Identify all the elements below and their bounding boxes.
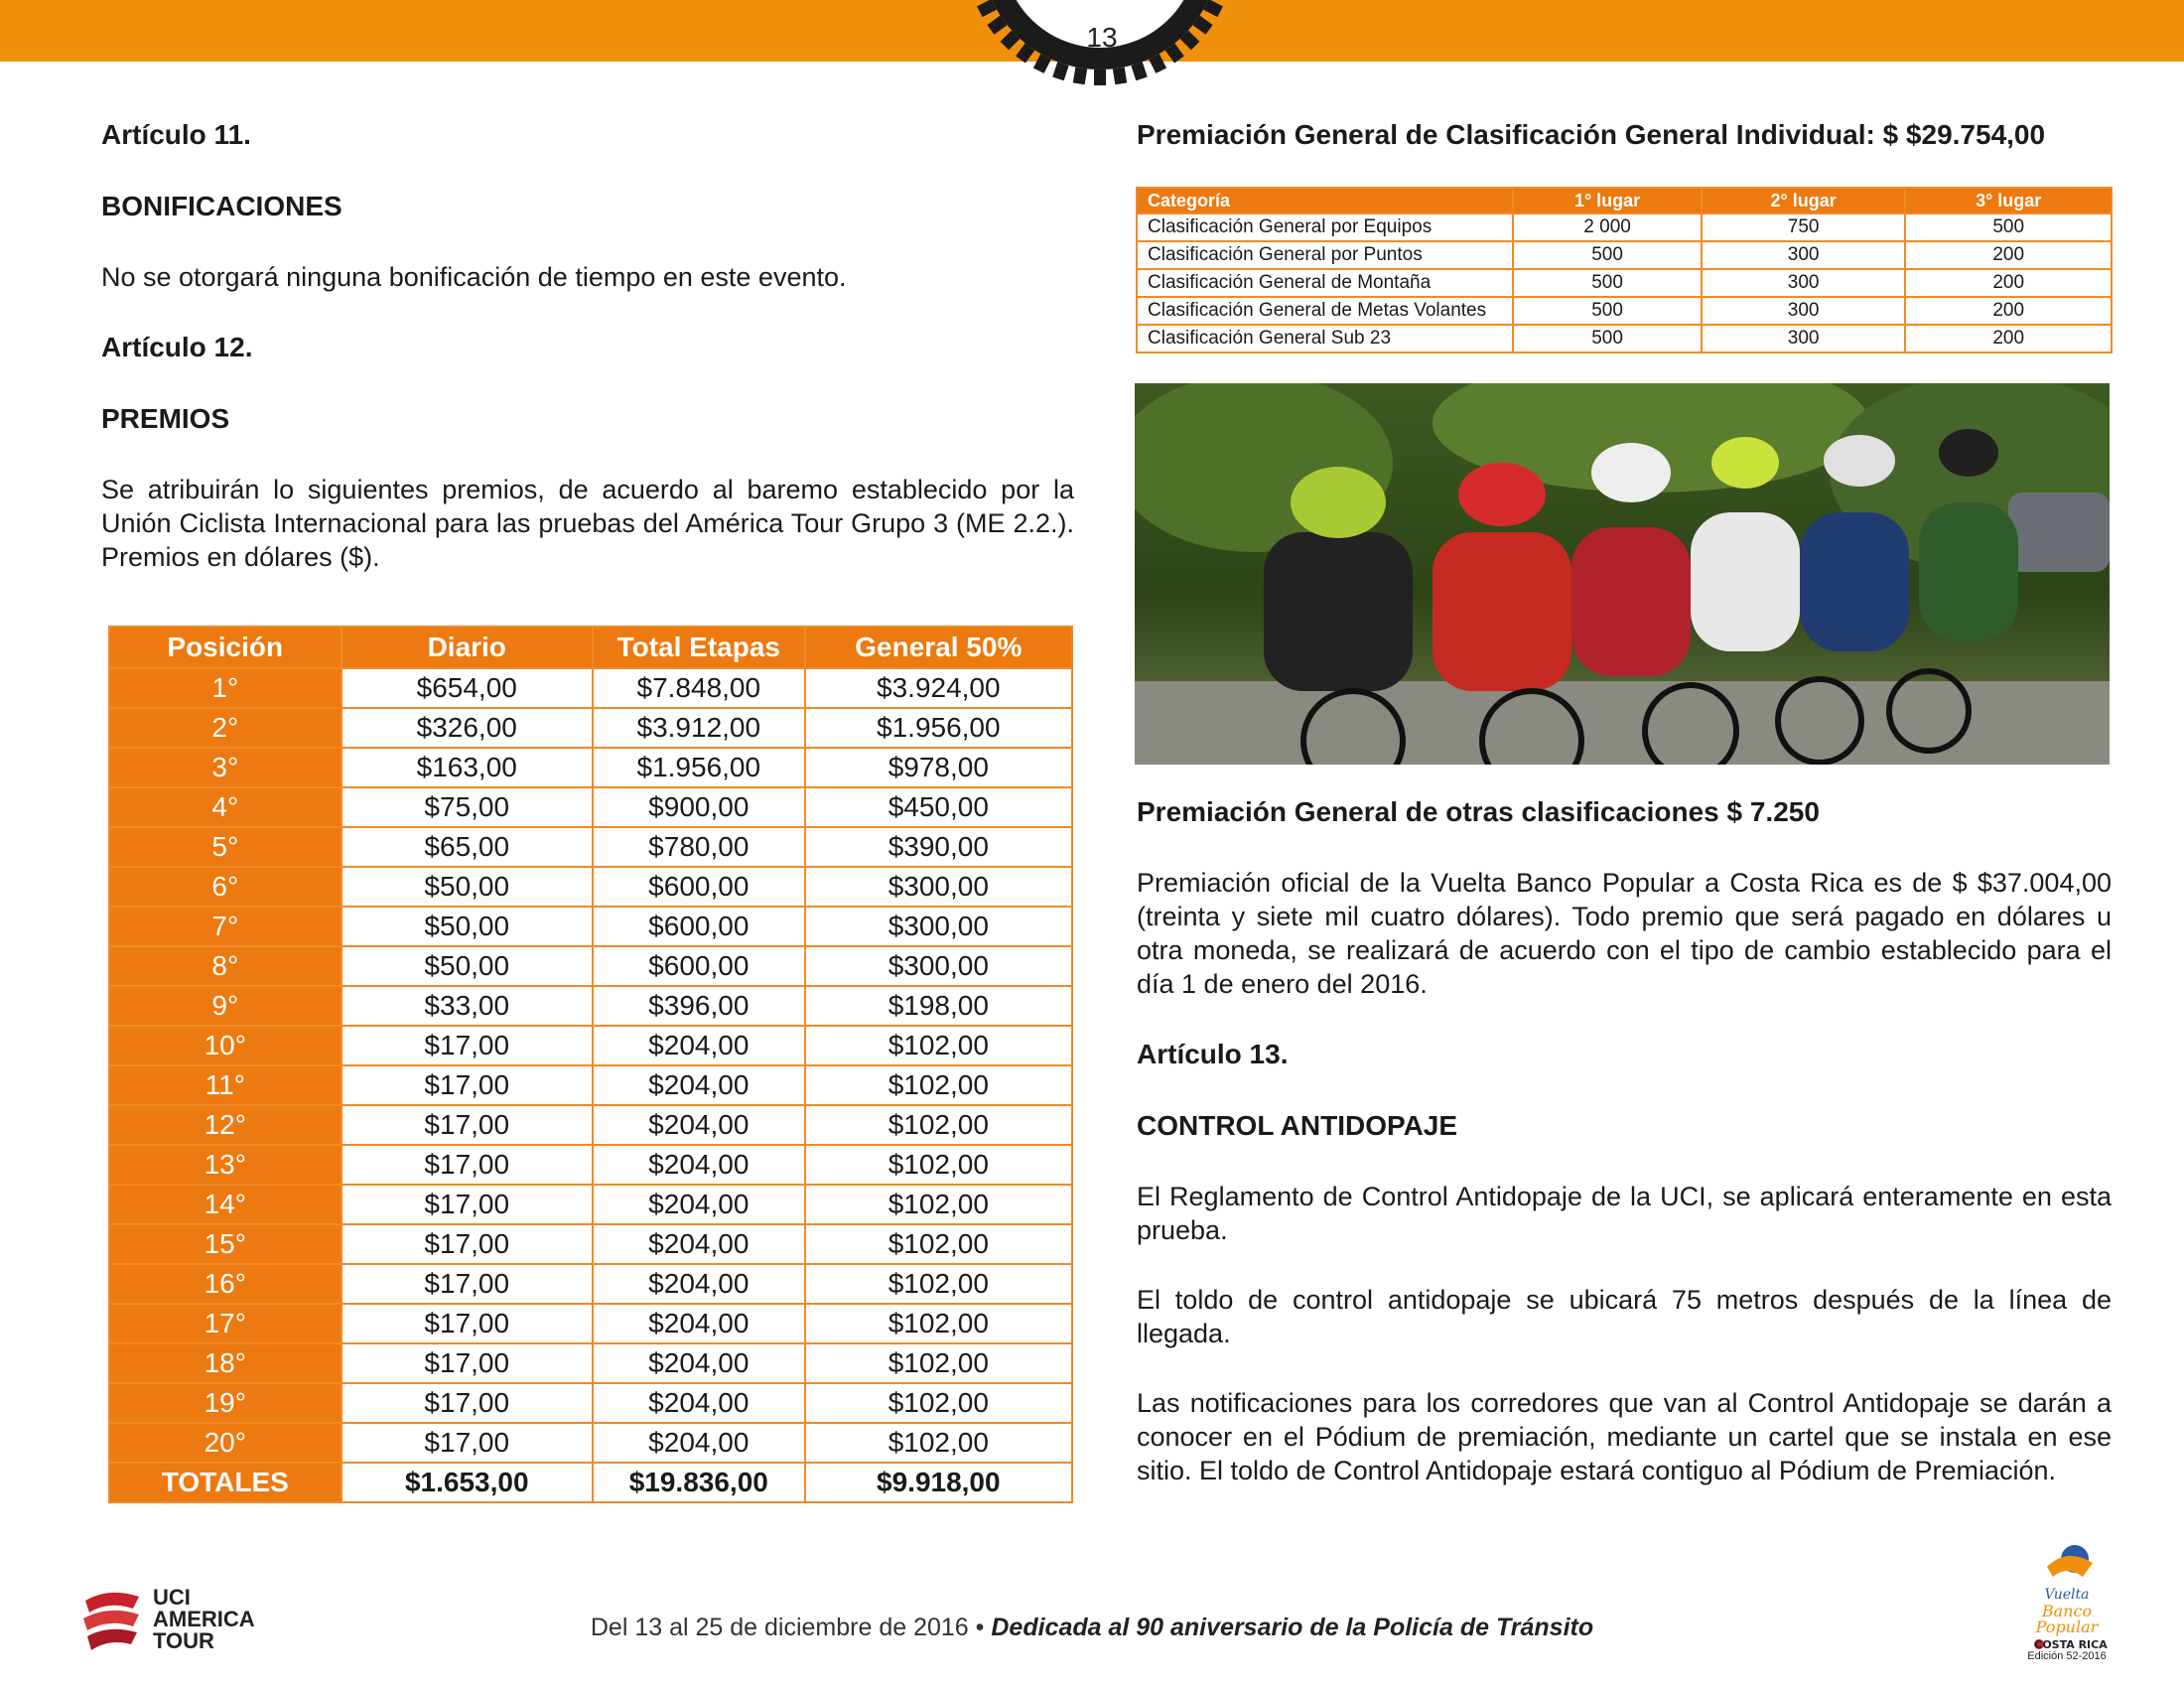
total-etapas-cell: $204,00 [593,1065,805,1105]
general-cell: $198,00 [805,986,1072,1026]
position-cell: 20° [109,1423,341,1463]
premios-text: Se atribuirán lo siguientes premios, de acuerdo al baremo establecido por la Unión Ciclista Internacional para las pruebas del América Tour Grupo 3 (ME 2.2.). Premios en dólares ($). [101,475,1074,572]
prize-row [109,986,1072,1026]
second-place-cell: 300 [1702,297,1906,325]
footer [0,1614,2184,1642]
bonificaciones-heading: BONIFICACIONES [101,191,342,221]
diario-cell: $17,00 [341,1145,593,1185]
control-paragraph-2: El toldo de control antidopaje se ubicará 75 metros después de la línea de llegada. [1137,1285,2112,1348]
general-cell: $102,00 [805,1026,1072,1065]
chainring-tooth [1094,70,1106,85]
diario-cell: $17,00 [341,1065,593,1105]
header-categoria: Categoría [1137,188,1513,213]
cyclists-photo [1135,383,2110,765]
general-cell: $102,00 [805,1065,1072,1105]
position-cell: 3° [109,748,341,787]
total-etapas-cell: $600,00 [593,946,805,986]
general-cell: $450,00 [805,787,1072,827]
premios-heading: PREMIOS [101,403,230,434]
total-etapas-cell: $204,00 [593,1145,805,1185]
total-etapas-cell: $204,00 [593,1383,805,1423]
categories-table [1136,187,2113,353]
right-lower-column [1137,794,2112,1487]
general-cell: $102,00 [805,1304,1072,1343]
prize-row [109,748,1072,787]
general-cell: $102,00 [805,1264,1072,1304]
position-cell: 11° [109,1065,341,1105]
general-cell: $102,00 [805,1343,1072,1383]
general-individual-heading: Premiación General de Clasificación General Individual: $ $29.754,00 [1137,119,2046,150]
diario-cell: $33,00 [341,986,593,1026]
position-cell: 14° [109,1185,341,1224]
total-etapas-cell: $204,00 [593,1264,805,1304]
uci-logo-line-1: UCI [153,1585,191,1610]
general-cell: $390,00 [805,827,1072,867]
position-cell: 17° [109,1304,341,1343]
category-name-cell: Clasificación General Sub 23 [1137,325,1513,352]
diario-cell: $17,00 [341,1224,593,1264]
prize-row [109,907,1072,946]
header-total-etapas: Total Etapas [593,627,805,668]
diario-cell: $17,00 [341,1105,593,1145]
general-cell: $300,00 [805,907,1072,946]
general-cell: $102,00 [805,1105,1072,1145]
general-cell: $102,00 [805,1423,1072,1463]
header-3-lugar: 3° lugar [1905,188,2112,213]
second-place-cell: 300 [1702,241,1906,269]
left-column [101,117,1074,574]
category-name-cell: Clasificación General de Montaña [1137,269,1513,297]
prize-row [109,1383,1072,1423]
diario-cell: $17,00 [341,1383,593,1423]
second-place-cell: 300 [1702,325,1906,352]
otras-clasificaciones-heading: Premiación General de otras clasificaciones $ 7.250 [1137,796,1820,827]
prize-row [109,708,1072,748]
general-cell: $102,00 [805,1145,1072,1185]
vuelta-banco-popular-logo [2017,1537,2116,1666]
diario-cell: $17,00 [341,1423,593,1463]
general-cell: $102,00 [805,1185,1072,1224]
category-row [1137,213,2112,241]
general-total: $9.918,00 [805,1463,1072,1502]
prize-row [109,1423,1072,1463]
position-cell: 6° [109,867,341,907]
position-cell: 18° [109,1343,341,1383]
total-etapas-cell: $3.912,00 [593,708,805,748]
prize-table-header-row [109,627,1072,668]
uci-logo-line-3: TOUR [153,1628,214,1653]
bonificaciones-text: No se otorgará ninguna bonificación de tiempo en este evento. [101,262,847,292]
header-2-lugar: 2° lugar [1702,188,1906,213]
header-general: General 50% [805,627,1072,668]
diario-cell: $65,00 [341,827,593,867]
position-cell: 9° [109,986,341,1026]
total-etapas-cell: $600,00 [593,867,805,907]
position-cell: 12° [109,1105,341,1145]
uci-logo-line-2: AMERICA [153,1607,255,1631]
right-column [1137,117,2112,153]
general-cell: $300,00 [805,946,1072,986]
position-cell: 16° [109,1264,341,1304]
position-cell: 15° [109,1224,341,1264]
prize-row [109,946,1072,986]
total-etapas-cell: $1.956,00 [593,748,805,787]
third-place-cell: 200 [1905,297,2112,325]
position-cell: 13° [109,1145,341,1185]
position-cell: 7° [109,907,341,946]
svg-text:Vuelta: Vuelta [2044,1587,2090,1603]
diario-cell: $163,00 [341,748,593,787]
totals-label: TOTALES [109,1463,341,1502]
header-posicion: Posición [109,627,341,668]
svg-text:Banco: Banco [2041,1602,2093,1620]
diario-total: $1.653,00 [341,1463,593,1502]
second-place-cell: 300 [1702,269,1906,297]
general-cell: $978,00 [805,748,1072,787]
total-etapas-cell: $396,00 [593,986,805,1026]
prize-table [108,626,1073,1503]
article-12-heading: Artículo 12. [101,332,253,362]
control-antidopaje-heading: CONTROL ANTIDOPAJE [1137,1110,1458,1141]
diario-cell: $654,00 [341,668,593,708]
article-11-heading: Artículo 11. [101,119,251,150]
total-etapas-cell: $204,00 [593,1105,805,1145]
categories-header-row [1137,188,2112,213]
third-place-cell: 200 [1905,241,2112,269]
category-row [1137,269,2112,297]
general-cell: $102,00 [805,1383,1072,1423]
first-place-cell: 500 [1513,325,1702,352]
totals-row [109,1463,1072,1502]
category-row [1137,297,2112,325]
first-place-cell: 500 [1513,269,1702,297]
header-diario: Diario [341,627,593,668]
footer-separator: • [975,1614,985,1641]
position-cell: 2° [109,708,341,748]
general-cell: $1.956,00 [805,708,1072,748]
prize-row [109,1105,1072,1145]
diario-cell: $50,00 [341,867,593,907]
page-number: 13 [1086,22,1118,53]
position-cell: 8° [109,946,341,986]
footer-dates: Del 13 al 25 de diciembre de 2016 [590,1614,969,1641]
diario-cell: $75,00 [341,787,593,827]
diario-cell: $17,00 [341,1185,593,1224]
prize-row [109,1343,1072,1383]
first-place-cell: 500 [1513,241,1702,269]
total-etapas-total: $19.836,00 [593,1463,805,1502]
general-cell: $102,00 [805,1224,1072,1264]
total-etapas-cell: $900,00 [593,787,805,827]
third-place-cell: 500 [1905,213,2112,241]
position-cell: 10° [109,1026,341,1065]
prize-row [109,1185,1072,1224]
diario-cell: $17,00 [341,1026,593,1065]
prize-row [109,1264,1072,1304]
category-row [1137,241,2112,269]
position-cell: 4° [109,787,341,827]
total-etapas-cell: $7.848,00 [593,668,805,708]
total-etapas-cell: $204,00 [593,1224,805,1264]
first-place-cell: 500 [1513,297,1702,325]
category-name-cell: Clasificación General por Puntos [1137,241,1513,269]
svg-text:Popular: Popular [2035,1618,2099,1636]
premiacion-oficial-text: Premiación oficial de la Vuelta Banco Popular a Costa Rica es de $ $37.004,00 (treinta y siete mil cuatro dólares). Todo premio que será pagado en dólares u otra moneda, se realizará de acuerdo con el tipo de cambio establecido para el día 1 de enero del 2016. [1137,868,2112,999]
chainring-tooth [1113,68,1127,85]
control-paragraph-1: El Reglamento de Control Antidopaje de la UCI, se aplicará enteramente en esta prueba. [1137,1182,2112,1245]
position-cell: 5° [109,827,341,867]
position-cell: 19° [109,1383,341,1423]
total-etapas-cell: $600,00 [593,907,805,946]
header-1-lugar: 1° lugar [1513,188,1702,213]
general-cell: $300,00 [805,867,1072,907]
third-place-cell: 200 [1905,325,2112,352]
prize-row [109,1026,1072,1065]
diario-cell: $50,00 [341,907,593,946]
diario-cell: $326,00 [341,708,593,748]
total-etapas-cell: $204,00 [593,1026,805,1065]
total-etapas-cell: $780,00 [593,827,805,867]
diario-cell: $50,00 [341,946,593,986]
svg-text:COSTA RICA: COSTA RICA [2034,1638,2108,1651]
article-13-heading: Artículo 13. [1137,1039,1289,1069]
total-etapas-cell: $204,00 [593,1343,805,1383]
second-place-cell: 750 [1702,213,1906,241]
prize-row [109,787,1072,827]
total-etapas-cell: $204,00 [593,1423,805,1463]
prize-row [109,1224,1072,1264]
third-place-cell: 200 [1905,269,2112,297]
chainring-tooth [1073,68,1087,85]
total-etapas-cell: $204,00 [593,1185,805,1224]
prize-row [109,668,1072,708]
control-paragraph-3: Las notificaciones para los corredores que van al Control Antidopaje se darán a conocer en el Pódium de premiación, mediante un cartel que se instala en ese sitio. El toldo de Control Antidopaje estará contiguo al Pódium de Premiación. [1137,1388,2112,1485]
category-name-cell: Clasificación General de Metas Volantes [1137,297,1513,325]
prize-row [109,1304,1072,1343]
general-cell: $3.924,00 [805,668,1072,708]
prize-row [109,867,1072,907]
footer-dedication: Dedicada al 90 aniversario de la Policía de Tránsito [991,1614,1594,1641]
diario-cell: $17,00 [341,1343,593,1383]
category-row [1137,325,2112,352]
diario-cell: $17,00 [341,1304,593,1343]
category-name-cell: Clasificación General por Equipos [1137,213,1513,241]
diario-cell: $17,00 [341,1264,593,1304]
edition-label: Edición 52-2016 [2027,1650,2107,1662]
position-cell: 1° [109,668,341,708]
total-etapas-cell: $204,00 [593,1304,805,1343]
prize-row [109,827,1072,867]
first-place-cell: 2 000 [1513,213,1702,241]
prize-row [109,1145,1072,1185]
prize-row [109,1065,1072,1105]
